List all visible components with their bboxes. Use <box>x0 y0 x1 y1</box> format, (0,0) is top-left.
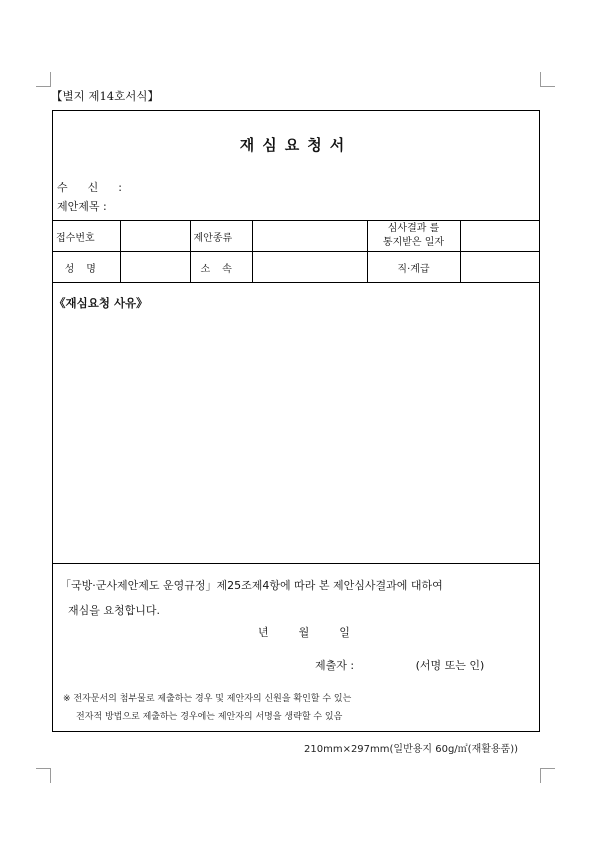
form-number-label: 【별지 제14호서식】 <box>51 89 159 103</box>
submitter-label: 제출자 : <box>315 659 355 672</box>
name-label: 성명 <box>53 252 120 283</box>
signature-label: (서명 또는 인) <box>415 659 485 672</box>
recipient-label: 수신 <box>57 181 119 194</box>
note-line-2: 전자적 방법으로 제출하는 경우에는 제안자의 서명을 생략할 수 있음 <box>76 712 343 722</box>
proposal-title-row <box>57 198 107 214</box>
proposal-title-label: 제안제목 <box>57 200 100 213</box>
date-line <box>258 624 380 640</box>
crop-mark-top-left <box>36 72 51 87</box>
note-line-1: ※ 전자문서의 첨부물로 제출하는 경우 및 제안자의 신원을 확인할 수 있는 <box>63 694 352 704</box>
notified-date-label-line1: 심사결과 를 <box>387 223 440 234</box>
form-title: 재심요청서 <box>239 136 353 154</box>
crop-mark-bottom-left <box>36 768 51 783</box>
proposal-type-field[interactable] <box>252 221 367 252</box>
table-row <box>53 221 539 252</box>
proposal-title-colon: : <box>103 200 107 213</box>
table-row <box>53 252 539 283</box>
form-frame <box>52 110 540 732</box>
submitter-line <box>315 657 484 673</box>
receipt-number-field[interactable] <box>120 221 190 252</box>
info-table <box>53 220 539 283</box>
notified-date-label <box>367 221 460 252</box>
reason-title: 《재심요청 사유》 <box>54 296 148 310</box>
affiliation-field[interactable] <box>252 252 367 283</box>
notified-date-field[interactable] <box>460 221 539 252</box>
reason-section <box>53 292 539 564</box>
date-day: 일 <box>339 626 350 639</box>
paper-size-note: 210mm×297mm(일반용지 60g/㎡(재활용품)) <box>304 744 519 755</box>
date-year: 년 <box>258 626 269 639</box>
name-field[interactable] <box>120 252 190 283</box>
statement-line-1: 「국방·군사제안제도 운영규정」제25조제4항에 따라 본 제안심사결과에 대하여 <box>60 579 443 592</box>
statement-line-2: 재심을 요청합니다. <box>68 604 161 617</box>
crop-mark-top-right <box>540 72 555 87</box>
recipient-row <box>57 179 122 195</box>
notified-date-label-line2: 통지받은 일자 <box>382 237 445 248</box>
proposal-type-label: 제안종류 <box>190 221 252 252</box>
rank-field[interactable] <box>460 252 539 283</box>
recipient-colon: : <box>118 181 122 194</box>
rank-label: 직·계급 <box>367 252 460 283</box>
receipt-number-label: 접수번호 <box>53 221 120 252</box>
date-month: 월 <box>298 626 310 639</box>
affiliation-label: 소속 <box>190 252 252 283</box>
crop-mark-bottom-right <box>540 768 555 783</box>
